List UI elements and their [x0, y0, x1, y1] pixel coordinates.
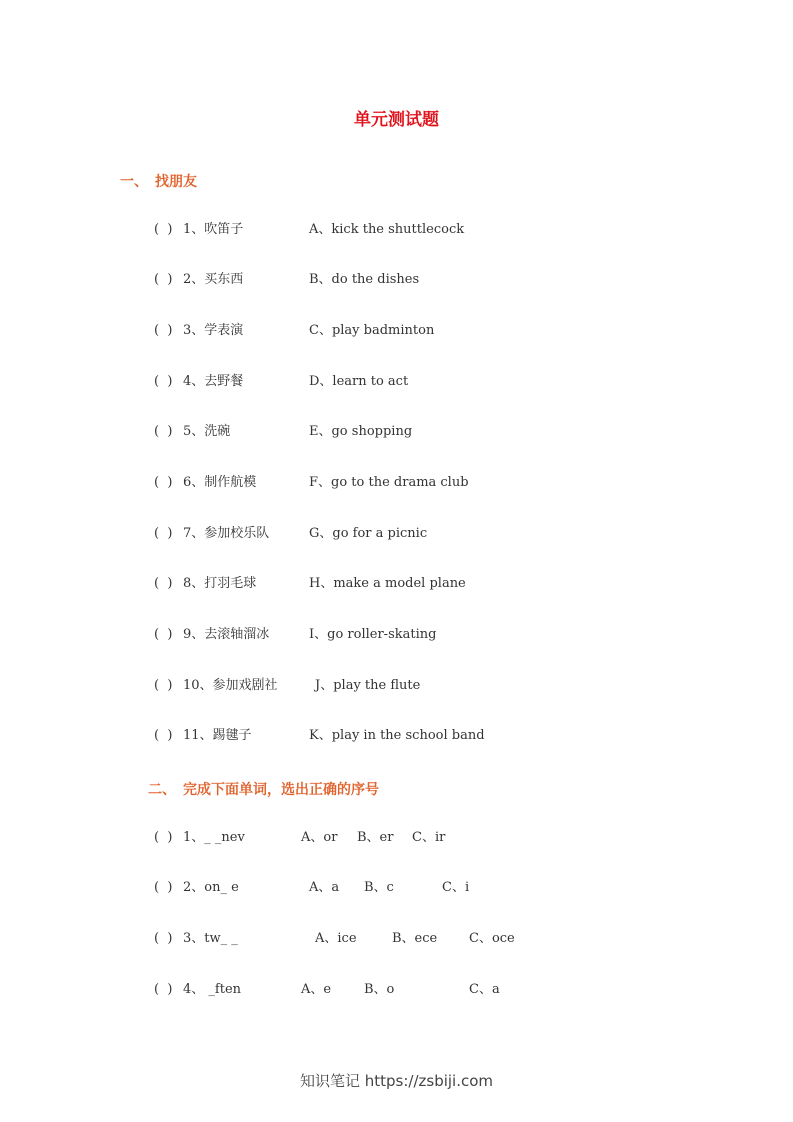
english-phrase: F、go to the drama club	[309, 475, 469, 490]
chinese-phrase: 1、吹笛子	[183, 222, 244, 237]
page-title: 单元测试题	[354, 110, 439, 130]
option-a: A、ice	[315, 931, 357, 946]
answer-blank[interactable]: ( )	[154, 728, 173, 743]
english-phrase: H、make a model plane	[309, 576, 466, 591]
option-c: C、i	[442, 880, 470, 895]
answer-blank[interactable]: ( )	[154, 576, 173, 591]
answer-blank[interactable]: ( )	[154, 982, 173, 997]
section2-number: 二、	[148, 782, 176, 798]
answer-blank[interactable]: ( )	[154, 627, 173, 642]
english-phrase: J、play the flute	[315, 678, 421, 693]
option-c: C、ir	[412, 830, 446, 845]
english-phrase: D、learn to act	[309, 374, 409, 389]
section1-heading: 找朋友	[155, 174, 197, 190]
answer-blank[interactable]: ( )	[154, 323, 173, 338]
option-a: A、e	[301, 982, 332, 997]
english-phrase: I、go roller-skating	[309, 627, 437, 642]
answer-blank[interactable]: ( )	[154, 526, 173, 541]
section2-heading: 完成下面单词，选出正确的序号	[183, 782, 379, 798]
english-phrase: K、play in the school band	[309, 728, 485, 743]
english-phrase: A、kick the shuttlecock	[309, 222, 465, 237]
english-phrase: C、play badminton	[309, 323, 435, 338]
section1-number: 一、	[120, 174, 148, 190]
chinese-phrase: 11、踢毽子	[183, 728, 252, 743]
answer-blank[interactable]: ( )	[154, 374, 173, 389]
option-b: B、o	[364, 982, 395, 997]
english-phrase: E、go shopping	[309, 424, 413, 439]
option-b: B、ece	[392, 931, 438, 946]
english-phrase: B、do the dishes	[309, 272, 420, 287]
chinese-phrase: 4、去野餐	[183, 374, 244, 389]
option-b: B、c	[364, 880, 394, 895]
chinese-phrase: 6、制作航模	[183, 475, 257, 490]
answer-blank[interactable]: ( )	[154, 424, 173, 439]
word-blank: 4、 _ften	[183, 982, 242, 997]
chinese-phrase: 3、学表演	[183, 323, 244, 338]
chinese-phrase: 5、洗碗	[183, 424, 231, 439]
word-blank: 2、on_ e	[183, 880, 239, 895]
chinese-phrase: 7、参加校乐队	[183, 526, 270, 541]
option-a: A、a	[309, 880, 340, 895]
option-c: C、oce	[469, 931, 515, 946]
english-phrase: G、go for a picnic	[309, 526, 428, 541]
answer-blank[interactable]: ( )	[154, 830, 173, 845]
footer-watermark: 知识笔记 https://zsbiji.com	[299, 1072, 494, 1090]
word-blank: 3、tw_ _	[183, 931, 238, 946]
answer-blank[interactable]: ( )	[154, 475, 173, 490]
answer-blank[interactable]: ( )	[154, 272, 173, 287]
option-a: A、or	[301, 830, 338, 845]
option-b: B、er	[357, 830, 394, 845]
chinese-phrase: 2、买东西	[183, 272, 244, 287]
chinese-phrase: 10、参加戏剧社	[183, 678, 278, 693]
option-c: C、a	[469, 982, 500, 997]
word-blank: 1、_ _nev	[183, 830, 245, 845]
answer-blank[interactable]: ( )	[154, 931, 173, 946]
answer-blank[interactable]: ( )	[154, 678, 173, 693]
chinese-phrase: 9、去滚轴溜冰	[183, 627, 270, 642]
chinese-phrase: 8、打羽毛球	[183, 576, 257, 591]
answer-blank[interactable]: ( )	[154, 222, 173, 237]
answer-blank[interactable]: ( )	[154, 880, 173, 895]
